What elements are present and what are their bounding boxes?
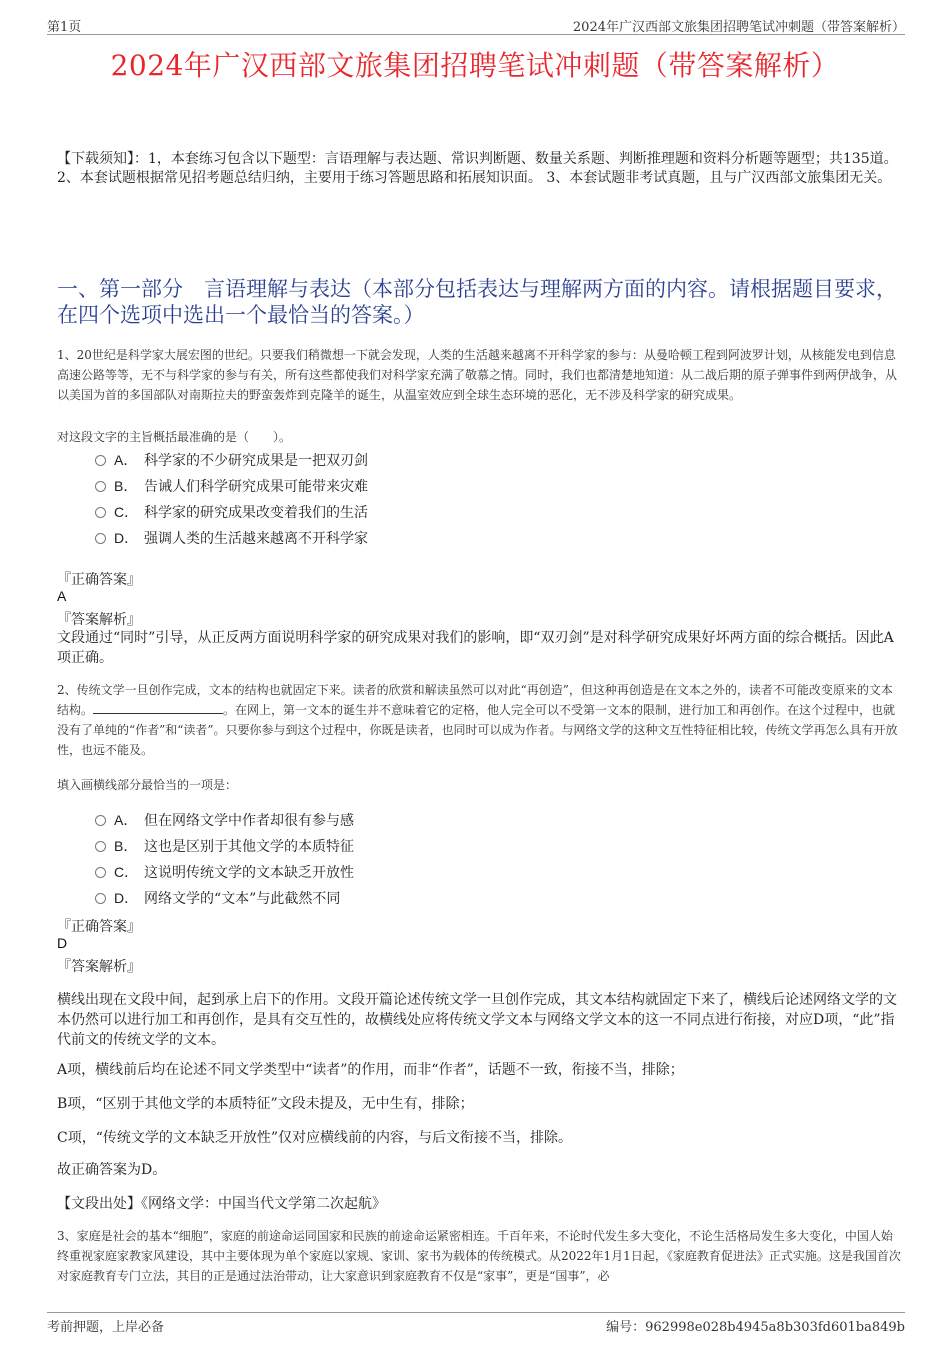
option-key: D． [114, 530, 139, 546]
q2-option-c[interactable] [95, 862, 354, 882]
section-heading: 一、第一部分 言语理解与表达（本部分包括表达与理解两方面的内容。请根据题目要求，在四个选项中选出一个最恰当的答案。） [57, 277, 897, 327]
footer-slogan: 考前押题，上岸必备 [47, 1320, 165, 1335]
q1-option-c[interactable] [95, 502, 368, 522]
q2-passage-b: 。在网上，第一文本的诞生并不意味着它的定格，他人完全可以不受第一文本的限制，进行加工和再创作。在这个过程中，也就没有了单纯的“作者”和“读者”。只要你参与到这个过程中，你既是读者，也同时可以成为作者。与网络文学的这种文互性特征相比较，传统文学再怎么具有开放性，也远不能及。 [57, 703, 898, 757]
option-text: 这也是区别于其他文学的本质特征 [144, 839, 354, 855]
page-number: 第1页 [47, 20, 82, 35]
q2-option-d[interactable] [95, 888, 340, 908]
option-key: C． [114, 504, 139, 520]
q1-analysis-label: 『答案解析』 [57, 612, 141, 628]
fill-blank [93, 701, 223, 714]
q1-option-b[interactable] [95, 476, 368, 496]
q2-analysis-main: 横线出现在文段中间，起到承上启下的作用。文段开篇论述传统文学一旦创作完成，其文本结构就固定下来了，横线后论述网络文学的文本仍然可以进行加工和再创作，是具有交互性的，故横线处应将传统文学文本与网络文学文本的这一不同点进行衔接，对应D项，“此”指代前文的传统文学的文本。 [57, 992, 897, 1048]
option-key: B． [114, 838, 138, 854]
download-notice: 【下载须知】：1，本套练习包含以下题型：言语理解与表达题、常识判断题、数量关系题、判断推理题和资料分析题等题型；共135道。 2、本套试题根据常见招考题总结归纳，主要用于练习答题思路和拓展知识面。 3、本套试题非考试真题，且与广汉西部文旅集团无关。 [57, 151, 898, 186]
option-text: 科学家的研究成果改变着我们的生活 [144, 505, 368, 521]
radio-icon[interactable] [95, 841, 106, 852]
radio-icon[interactable] [95, 507, 106, 518]
option-key: A． [114, 452, 138, 468]
q1-passage: 1、20世纪是科学家大展宏图的世纪。只要我们稍微想一下就会发现，人类的生活越来越离不开科学家的参与：从曼哈顿工程到阿波罗计划，从核能发电到信息高速公路等等，无不与科学家的参与有关，所有这些都使我们对科学家充满了敬慕之情。同时，我们也都清楚地知道：从二战后期的原子弹事件到两伊战争，从以美国为首的多国部队对南斯拉夫的野蛮轰炸到克隆羊的诞生，从温室效应到全球生态环境的恶化，无不涉及科学家的研究成果。 [57, 348, 898, 402]
q2-source: 【文段出处】《网络文学：中国当代文学第二次起航》 [57, 1196, 386, 1212]
q1-option-a[interactable] [95, 450, 368, 470]
q2-passage-a: 2、传统文学一旦创作完成，文本的结构也就固定下来。读者的欣赏和解读虽然可以对此“再创造”，但这种再创造是在文本之外的，读者不可能改变原来的文本结构。 [57, 683, 893, 717]
option-text: 但在网络文学中作者却很有参与感 [144, 813, 354, 829]
page-footer [47, 1312, 905, 1335]
radio-icon[interactable] [95, 867, 106, 878]
q2-option-b[interactable] [95, 836, 354, 856]
radio-icon[interactable] [95, 815, 106, 826]
option-text: 科学家的不少研究成果是一把双刃剑 [144, 453, 368, 469]
q1-answer-label: 『正确答案』 [57, 572, 141, 588]
q2-analysis-b: B项，“区别于其他文学的本质特征”文段未提及，无中生有，排除； [57, 1096, 474, 1112]
page-header [47, 14, 905, 35]
q2-conclusion: 故正确答案为D。 [57, 1162, 167, 1178]
q2-analysis-c: C项，“传统文学的文本缺乏开放性”仅对应横线前的内容，与后文衔接不当，排除。 [57, 1130, 573, 1146]
q2-answer-label: 『正确答案』 [57, 919, 141, 935]
q2-analysis-a: A项，横线前后均在论述不同文学类型中“读者”的作用，而非“作者”，话题不一致，衔接不当，排除； [57, 1062, 684, 1078]
q1-option-d[interactable] [95, 528, 368, 548]
q2-passage [57, 680, 902, 760]
radio-icon[interactable] [95, 455, 106, 466]
option-text: 告诫人们科学研究成果可能带来灾难 [144, 479, 368, 495]
q1-analysis: 文段通过“同时”引导，从正反两方面说明科学家的研究成果对我们的影响，即“双刃剑”是对科学研究成果好坏两方面的综合概括。因此A项正确。 [57, 630, 894, 666]
option-key: B． [114, 478, 138, 494]
radio-icon[interactable] [95, 893, 106, 904]
option-key: C． [114, 864, 139, 880]
q1-stem: 对这段文字的主旨概括最准确的是（ ）。 [57, 430, 292, 444]
q2-stem: 填入画横线部分最恰当的一项是： [57, 778, 238, 792]
radio-icon[interactable] [95, 481, 106, 492]
option-text: 网络文学的“文本”与此截然不同 [144, 891, 341, 907]
option-text: 这说明传统文学的文本缺乏开放性 [144, 865, 354, 881]
option-key: D． [114, 890, 139, 906]
q3-passage: 3、家庭是社会的基本“细胞”，家庭的前途命运同国家和民族的前途命运紧密相连。千百年来，不论时代发生多大变化，不论生活格局发生多大变化，中国人始终重视家庭家教家风建设，其中主要体现为单个家庭以家规、家训、家书为载体的传统模式。从2022年1月1日起，《家庭教育促进法》正式实施。这是我国首次对家庭教育专门立法，其目的正是通过法治带动，让大家意识到家庭教育不仅是“家事”，更是“国事”，必 [57, 1229, 901, 1283]
q2-option-a[interactable] [95, 810, 354, 830]
q1-answer: A [57, 588, 67, 604]
q2-analysis-label: 『答案解析』 [57, 959, 141, 975]
option-key: A． [114, 812, 138, 828]
option-text: 强调人类的生活越来越离不开科学家 [144, 531, 368, 547]
header-doc-title: 2024年广汉西部文旅集团招聘笔试冲刺题（带答案解析） [572, 20, 905, 35]
footer-code: 编号：962998e028b4945a8b303fd601ba849b [606, 1320, 905, 1335]
q2-answer: D [57, 935, 68, 951]
document-title: 2024年广汉西部文旅集团招聘笔试冲刺题（带答案解析） [110, 49, 840, 82]
radio-icon[interactable] [95, 533, 106, 544]
